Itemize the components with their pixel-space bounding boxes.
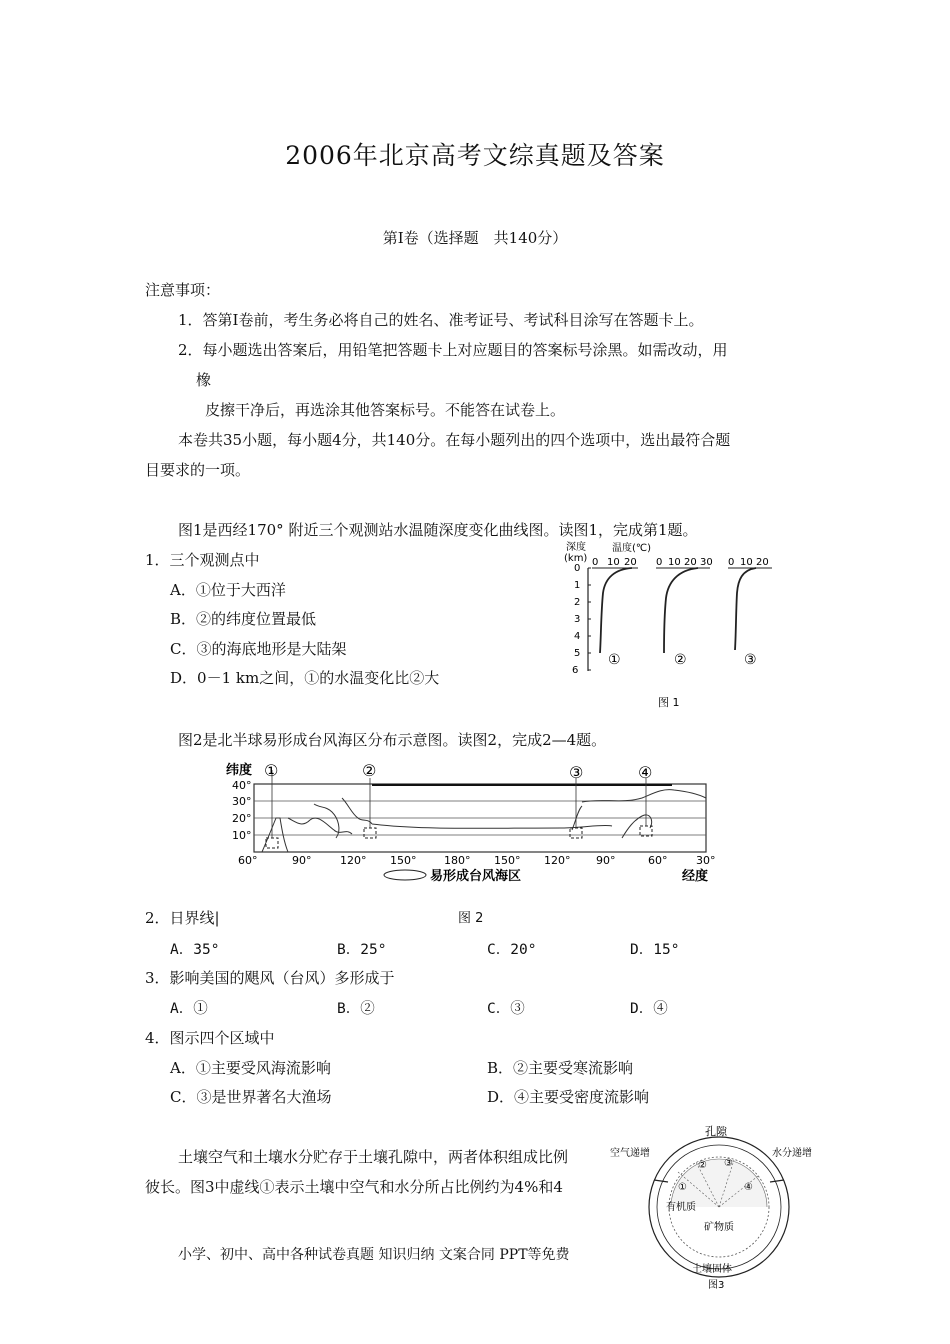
fig2-lon-tick: 60° xyxy=(648,854,668,867)
q1-option-c: C．③的海底地形是大陆架 xyxy=(170,640,347,658)
fig1-s1-tick: 0 xyxy=(592,557,599,568)
fig2-region-label: ① xyxy=(264,761,279,780)
fig1-s2-tick: 20 xyxy=(684,557,697,568)
fig3-mark: ① xyxy=(678,1182,687,1193)
section-heading: 第Ⅰ卷（选择题 共140分） xyxy=(382,229,568,247)
fig3-mark: ④ xyxy=(744,1182,753,1193)
q4-option-d: D．④主要受密度流影响 xyxy=(487,1088,650,1106)
fig2-intro: 图2是北半球易形成台风海区分布示意图。读图2，完成2—4题。 xyxy=(178,731,607,749)
fig2-region-label: ④ xyxy=(638,763,653,782)
fig2-legend: 易形成台风海区 xyxy=(430,869,522,884)
fig2-zone-2 xyxy=(364,828,376,838)
fig3-mark: ② xyxy=(698,1160,707,1171)
fig1-y-ticks xyxy=(572,563,580,676)
q2-option-b: B．25° xyxy=(337,942,387,958)
q1-stem: 1．三个观测点中 xyxy=(145,551,260,569)
q3-option-d: D．④ xyxy=(630,1001,668,1017)
q4-option-b: B．②主要受寒流影响 xyxy=(487,1059,634,1077)
fig1-intro: 图1是西经170° 附近三个观测站水温随深度变化曲线图。读图1，完成第1题。 xyxy=(178,521,698,539)
fig1-s3-tick: 10 xyxy=(740,557,753,568)
fig1-s2-tick: 30 xyxy=(700,557,713,568)
fig1-caption: 图 1 xyxy=(658,696,680,709)
soil-paragraph-b: 彼长。图3中虚线①表示土壤中空气和水分所占比例约为4%和4 xyxy=(145,1178,563,1196)
q4-option-a: A．①主要受风海流影响 xyxy=(170,1059,331,1077)
fig1-y-tick: 1 xyxy=(574,580,581,591)
fig3-bottom-label: 土壤固体 xyxy=(692,1264,732,1275)
q3-option-b: B．② xyxy=(337,1001,375,1017)
page-title: 2006年北京高考文综真题及答案 xyxy=(285,141,665,170)
fig1-s1-tick: 10 xyxy=(607,557,620,568)
fig1-curve-3 xyxy=(735,568,756,650)
notice-item-2b: 橡 xyxy=(196,371,212,389)
q1-option-b: B．②的纬度位置最低 xyxy=(170,610,317,628)
fig2-lon-tick: 60° xyxy=(238,854,258,867)
fig2-lon-tick: 120° xyxy=(340,854,367,867)
soil-paragraph-a: 土壤空气和土壤水分贮存于土壤孔隙中，两者体积组成比例 xyxy=(178,1148,569,1166)
fig2-lon-tick: 150° xyxy=(390,854,417,867)
fig1-y-tick: 0 xyxy=(574,563,581,574)
fig3-organic-label: 有机质 xyxy=(666,1202,696,1213)
q1-option-a: A．①位于大西洋 xyxy=(170,581,286,599)
notice-paragraph-a: 本卷共35小题，每小题4分，共140分。在每小题列出的四个选项中，选出最符合题 xyxy=(178,431,731,449)
fig1-s3-tick: 20 xyxy=(756,557,769,568)
fig2-lat-tick: 10° xyxy=(232,829,252,842)
fig1-temp-label: 温度(℃) xyxy=(612,543,652,554)
q2-option-c: C．20° xyxy=(487,942,537,958)
fig1-station-label: ③ xyxy=(744,652,757,668)
fig2-region-label: ② xyxy=(362,761,377,780)
fig1-s3-tick: 0 xyxy=(728,557,735,568)
fig1-curve-2 xyxy=(664,568,698,653)
q3-stem: 3．影响美国的飓风（台风）多形成于 xyxy=(145,969,395,987)
fig2-lon-tick: 120° xyxy=(544,854,571,867)
fig1-depth-label: 深度 xyxy=(566,542,586,553)
q3-option-a: A．① xyxy=(170,1001,208,1017)
fig1-s1-tick: 20 xyxy=(624,557,637,568)
figure-3 xyxy=(608,1120,830,1298)
fig1-y-tick: 2 xyxy=(574,597,581,608)
q4-stem: 4．图示四个区域中 xyxy=(145,1029,275,1047)
fig1-depth-unit: (km) xyxy=(564,553,588,564)
fig2-lon-label: 经度 xyxy=(682,869,709,884)
fig2-lat-tick: 30° xyxy=(232,795,252,808)
notice-paragraph-b: 目要求的一项。 xyxy=(145,461,251,479)
fig2-lat-label: 纬度 xyxy=(226,763,253,778)
q2-option-d: D．15° xyxy=(630,942,680,958)
fig2-lat-tick: 40° xyxy=(232,779,252,792)
fig1-station-label: ① xyxy=(608,652,621,668)
fig1-curve-1 xyxy=(600,568,632,653)
q3-option-c: C．③ xyxy=(487,1001,525,1017)
fig1-y-tick: 6 xyxy=(572,665,579,676)
fig1-y-tick: 4 xyxy=(574,631,581,642)
fig3-top-label: 孔隙 xyxy=(705,1125,727,1138)
fig2-lon-tick: 90° xyxy=(292,854,312,867)
notice-item-1: 1．答第Ⅰ卷前，考生务必将自己的姓名、准考证号、考试科目涂写在答题卡上。 xyxy=(178,311,704,329)
q2-stem: 2．日界线| xyxy=(145,909,220,927)
q2-option-a: A．35° xyxy=(170,942,220,958)
fig2-lon-tick: 150° xyxy=(494,854,521,867)
notice-heading: 注意事项： xyxy=(145,281,221,299)
fig3-left-label: 空气递增 xyxy=(610,1148,650,1159)
fig2-lat-tick: 20° xyxy=(232,812,252,825)
fig1-y-tick: 5 xyxy=(574,648,581,659)
fig1-station-label: ② xyxy=(674,652,687,668)
fig2-legend-symbol xyxy=(384,870,426,880)
fig3-right-label: 水分递增 xyxy=(772,1148,812,1159)
fig2-lon-tick: 30° xyxy=(696,854,716,867)
q1-option-d: D．0－1 km之间，①的水温变化比②大 xyxy=(170,669,440,687)
fig1-y-tick: 3 xyxy=(574,614,581,625)
fig1-s2-tick: 10 xyxy=(668,557,681,568)
fig3-caption: 图3 xyxy=(708,1280,725,1291)
footer-text: 小学、初中、高中各种试卷真题 知识归纳 文案合同 PPT等免费 xyxy=(178,1247,570,1263)
figure-1 xyxy=(560,538,800,716)
notice-item-2c: 皮擦干净后，再选涂其他答案标号。不能答在试卷上。 xyxy=(205,401,566,419)
fig2-region-label: ③ xyxy=(569,763,584,782)
fig3-mark: ③ xyxy=(724,1158,733,1169)
fig1-s2-tick: 0 xyxy=(656,557,663,568)
fig2-caption: 图 2 xyxy=(458,911,484,926)
notice-item-2a: 2．每小题选出答案后，用铅笔把答题卡上对应题目的答案标号涂黑。如需改动，用 xyxy=(178,341,728,359)
fig3-mineral-label: 矿物质 xyxy=(704,1222,734,1233)
q4-option-c: C．③是世界著名大渔场 xyxy=(170,1088,332,1106)
fig2-lon-tick: 180° xyxy=(444,854,471,867)
fig2-lon-tick: 90° xyxy=(596,854,616,867)
figure-2 xyxy=(222,758,722,890)
